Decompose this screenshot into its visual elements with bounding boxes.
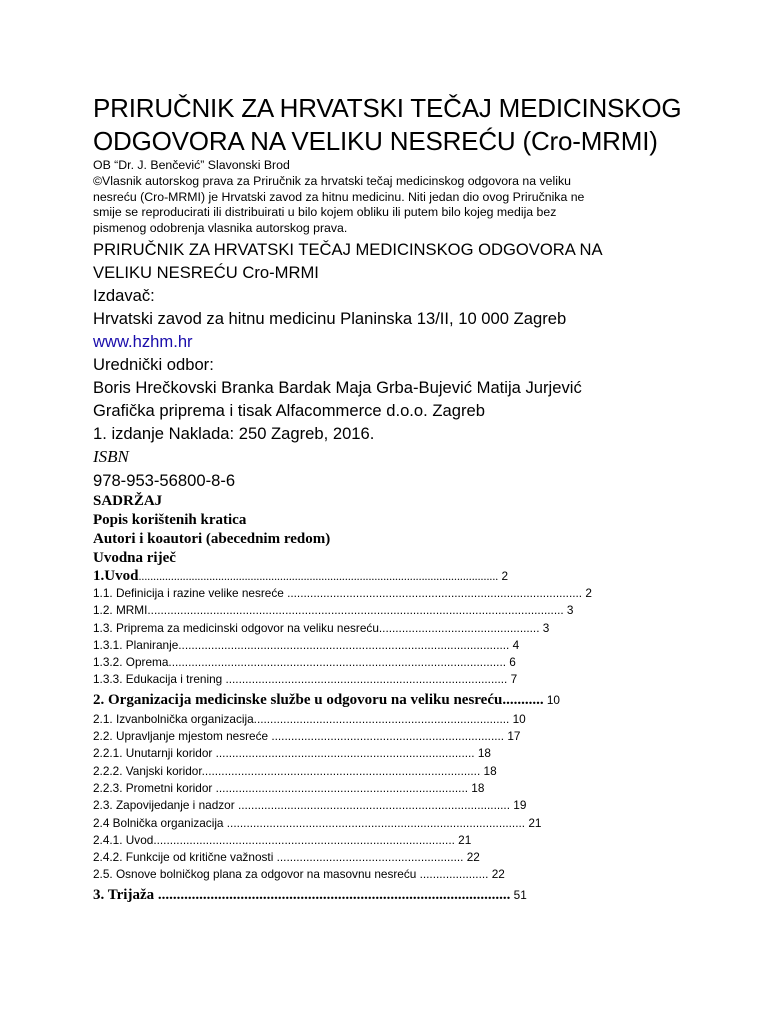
toc-entry[interactable] (93, 866, 733, 883)
copyright-line: pismenog odobrenja vlasnika autorskog prava. (93, 221, 348, 236)
toc-entry-leader: ..................................................................................... (201, 763, 481, 778)
toc-entry-label: 2.4 Bolnička organizacija (93, 815, 227, 830)
toc-entry-page: 21 (454, 832, 472, 847)
toc-entry[interactable] (93, 602, 733, 619)
toc-entry[interactable] (93, 745, 733, 762)
front-section: Autori i koautori (abecednim redom) (93, 530, 331, 547)
toc-entry-leader: ........... (502, 691, 544, 708)
toc-entry-label: 2.4.2. Funkcije od kritične važnosti (93, 850, 277, 865)
toc-entry-label: 2.2.2. Vanjski koridor (93, 763, 202, 778)
copyright-line: smije se reproducirati ili distribuirati u bilo kojem obliku ili putem bilo kojeg medija bez (93, 205, 557, 220)
publisher: Hrvatski zavod za hitnu medicinu Planinska 13/II, 10 000 Zagreb (93, 308, 567, 328)
toc-entry-label: 1.3.1. Planiranje (93, 637, 179, 652)
toc-entry-page: 22 (488, 867, 505, 882)
toc-entry-page: 18 (468, 780, 485, 795)
toc-entry-leader: ..................................................................................................... (178, 637, 510, 652)
toc-entry[interactable] (93, 637, 733, 654)
toc-entry-label: 2.2.1. Unutarnji koridor (93, 746, 216, 761)
front-section: Uvodna riječ (93, 549, 176, 566)
toc-entry-page: 3 (539, 620, 550, 635)
toc-entry[interactable] (93, 884, 733, 906)
isbn-label: ISBN (93, 446, 129, 466)
toc-entry-page: 7 (507, 672, 518, 687)
copyright-line: ©Vlasnik autorskog prava za Priručnik za hrvatski tečaj medicinskog odgovora na veliku (93, 173, 571, 188)
toc-entry-label: 1.3.2. Oprema (93, 655, 169, 670)
toc-entry-label: 1.Uvod (93, 567, 139, 584)
toc-entry-page: 3 (563, 603, 574, 618)
subtitle-line-1: PRIRUČNIK ZA HRVATSKI TEČAJ MEDICINSKOG ODGOVORA NA (93, 239, 603, 259)
toc-entry-page: 22 (463, 850, 480, 865)
toc-entry-leader: ........................................................................................... (226, 815, 526, 830)
toc-entry-leader: ....................................................................................................... (168, 655, 507, 670)
toc-entry-page: 4 (509, 637, 520, 652)
subtitle-line-2: VELIKU NESREĆU Cro-MRMI (93, 262, 319, 282)
toc-entry-leader: .......................................................................................................................... (138, 568, 499, 583)
toc-entry-label: 1.3. Priprema za medicinski odgovor na veliku nesreću (93, 620, 379, 635)
editors: Boris Hrečkovski Branka Bardak Maja Grba-Bujević Matija Jurjević (93, 377, 582, 397)
toc-entry-label: 1.1. Definicija i razine velike nesreće (93, 585, 288, 600)
toc-entry[interactable] (93, 585, 733, 602)
toc-entry-leader: ..................... (419, 867, 489, 882)
copyright-notice (93, 174, 733, 237)
toc-entry[interactable] (93, 780, 733, 797)
toc-entry-leader: ...................................................................................... (225, 672, 508, 687)
toc-entry-page: 10 (509, 711, 526, 726)
toc-entry-label: 2.2.3. Prometni koridor (93, 780, 216, 795)
toc-entry[interactable] (93, 620, 733, 637)
toc-entry-page: 18 (474, 746, 491, 761)
website-link[interactable]: www.hzhm.hr (93, 331, 193, 351)
toc-entry[interactable] (93, 711, 733, 728)
toc-entry[interactable] (93, 654, 733, 671)
toc-entry-label: 2.1. Izvanbolnička organizacija (93, 711, 254, 726)
toc-entry[interactable] (93, 568, 733, 585)
toc-entry-page: 2 (582, 585, 592, 600)
institution: OB “Dr. J. Benčević” Slavonski Brod (93, 158, 290, 172)
toc-entry-leader: ............................................................................................ (153, 832, 455, 847)
toc-entry-page: 21 (525, 815, 542, 830)
front-section: Popis korištenih kratica (93, 511, 247, 528)
toc-entry[interactable] (93, 849, 733, 866)
document-title (93, 92, 733, 158)
print-info: Grafička priprema i tisak Alfacommerce d.o.o. Zagreb (93, 400, 485, 420)
table-of-contents (93, 568, 733, 906)
toc-entry[interactable] (93, 797, 733, 814)
toc-entry-leader: ................................................................................... (237, 798, 510, 813)
toc-entry-leader: ......................................................... (276, 850, 464, 865)
toc-entry-page: 2 (498, 568, 509, 583)
toc-entry-page: 6 (506, 655, 516, 670)
toc-entry-label: 2.3. Zapovijedanje i nadzor (93, 798, 238, 813)
toc-entry-leader: .............................................................................................. (157, 886, 511, 903)
toc-entry-page: 18 (480, 763, 497, 778)
toc-entry-leader: .......................................................................................... (287, 585, 583, 600)
subtitle (93, 238, 733, 284)
toc-entry[interactable] (93, 689, 733, 711)
toc-entry-label: 1.3.3. Edukacija i trening (93, 672, 226, 687)
title-line-1: PRIRUČNIK ZA HRVATSKI TEČAJ MEDICINSKOG (93, 93, 682, 123)
toc-entry[interactable] (93, 671, 733, 688)
toc-entry-label: 1.2. MRMI (93, 603, 148, 618)
toc-entry-leader: ................................................. (378, 620, 540, 635)
toc-entry-leader: ............................................................................. (215, 780, 468, 795)
toc-entry-label: 3. Trijaža (93, 886, 158, 903)
edition-info: 1. izdanje Naklada: 250 Zagreb, 2016. (93, 423, 375, 443)
toc-entry[interactable] (93, 815, 733, 832)
toc-entry-label: 2.5. Osnove bolničkog plana za odgovor na masovnu nesreću (93, 867, 420, 882)
title-line-2: ODGOVORA NA VELIKU NESREĆU (Cro-MRMI) (93, 126, 658, 156)
toc-entry[interactable] (93, 728, 733, 745)
toc-entry[interactable] (93, 763, 733, 780)
publisher-label: Izdavač: (93, 285, 155, 305)
toc-entry-label: 2.2. Upravljanje mjestom nesreće (93, 729, 272, 744)
toc-entry[interactable] (93, 832, 733, 849)
isbn-number: 978-953-56800-8-6 (93, 470, 236, 490)
editorial-label: Urednički odbor: (93, 354, 214, 374)
toc-entry-page: 10 (543, 692, 560, 707)
toc-entry-leader: ............................................................................................................................... (147, 603, 564, 618)
toc-entry-page: 19 (509, 798, 527, 813)
toc-entry-leader: ............................................................................... (215, 746, 475, 761)
copyright-line: nesreću (Cro-MRMI) je Hrvatski zavod za hitnu medicinu. Niti jedan dio ovog Priručnika ne (93, 189, 585, 204)
toc-entry-page: 51 (510, 887, 527, 902)
toc-entry-leader: ....................................................................... (271, 729, 505, 744)
toc-entry-label: 2. Organizacija medicinske službe u odgovoru na veliku nesreću (93, 691, 503, 708)
toc-entry-page: 17 (504, 729, 521, 744)
toc-entry-leader: .............................................................................. (253, 711, 510, 726)
document-page (93, 92, 733, 906)
contents-heading: SADRŽAJ (93, 492, 163, 509)
toc-entry-label: 2.4.1. Uvod (93, 832, 154, 847)
